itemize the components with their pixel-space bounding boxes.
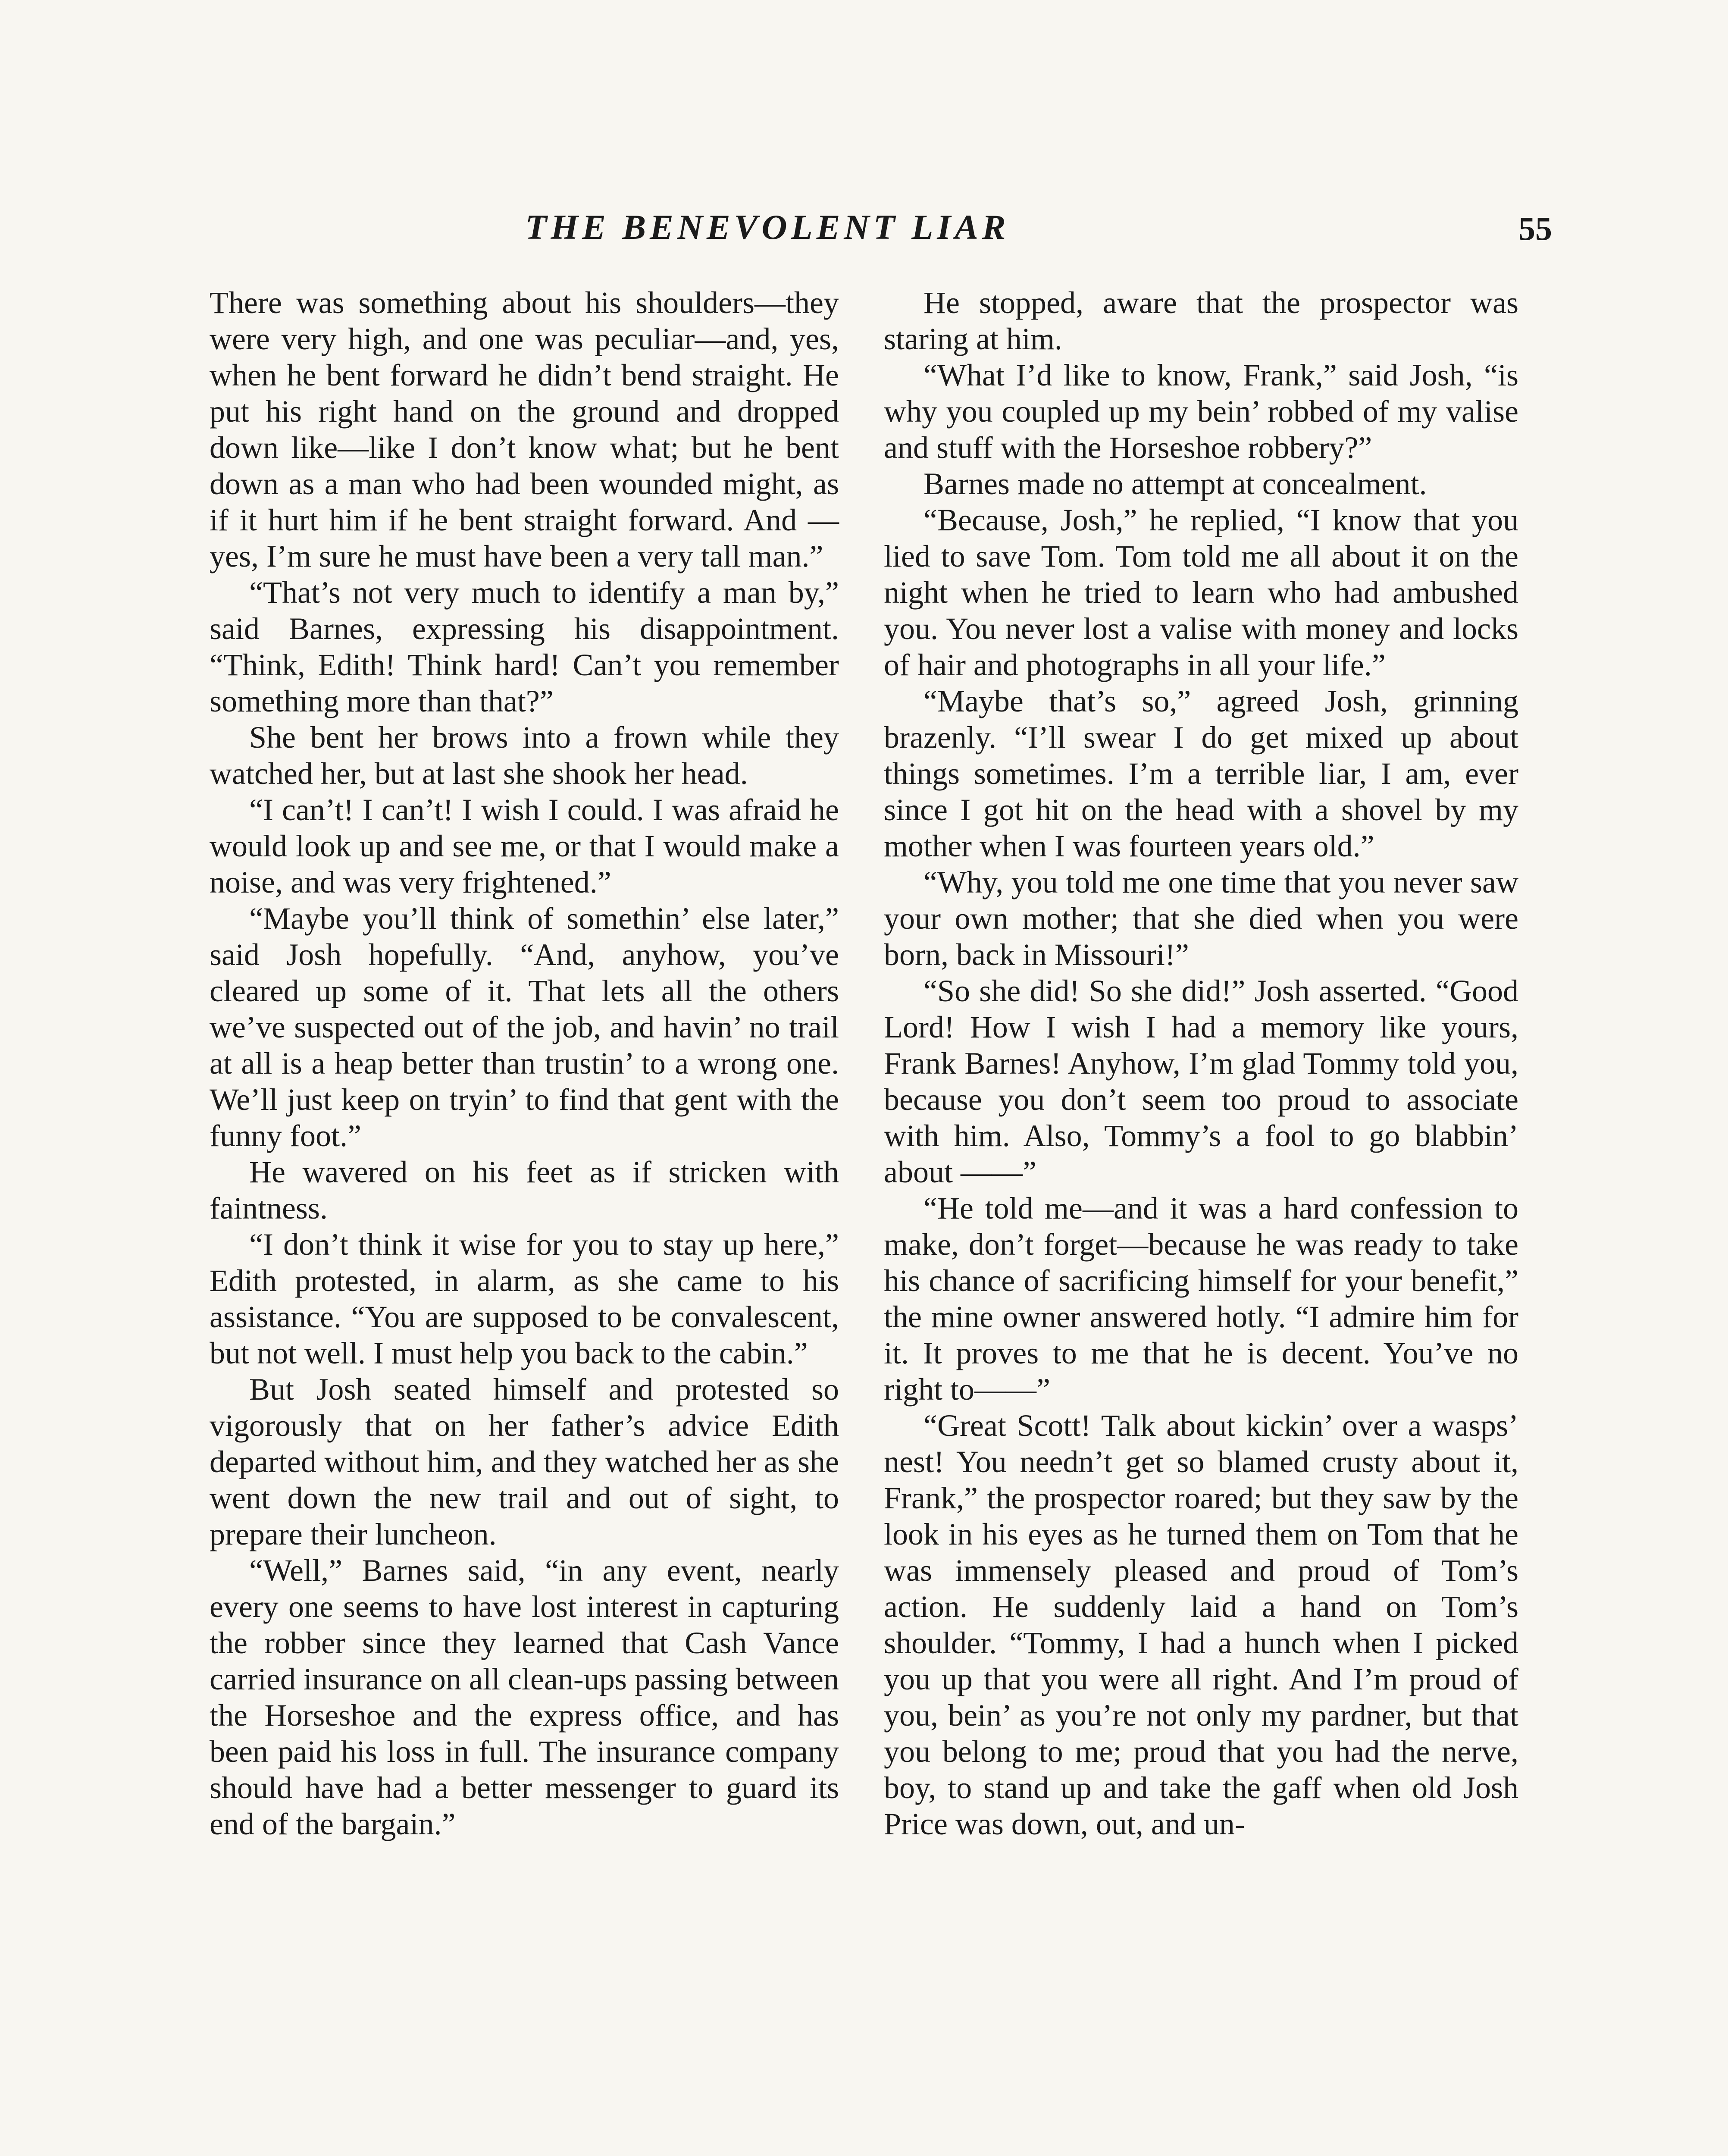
paragraph: He stopped, aware that the prospector was staring at him. (884, 285, 1518, 356)
paragraph: She bent her brows into a frown while they watched her, but at last she shook her head. (210, 720, 839, 791)
paragraph: “What I’d like to know, Frank,” said Josh, “is why you coupled up my bein’ robbed of my valise and stuff with the Horseshoe robbery?” (884, 358, 1518, 465)
paragraph: There was something about his shoulders—they were very high, and one was peculiar—and, yes, when he bent forward he didn’t bend straight. He put his right hand on the ground and dropped down like—like I don’t know what; but he bent down as a man who had been wounded might, as if it hurt him if he bent straight forward. And —yes, I’m sure he must have been a very tall man.” (210, 285, 839, 573)
paragraph: “Great Scott! Talk about kickin’ over a wasps’ nest! You needn’t get so blamed crusty about it, Frank,” the prospector roared; but they saw by the look in his eyes as he turned them on Tom that he was immensely pleased and proud of Tom’s action. He suddenly laid a hand on Tom’s shoulder. “Tommy, I had a hunch when I picked you up that you were all right. And I’m proud of you, bein’ as you’re not only my pardner, but that you belong to me; proud that you had the nerve, boy, to stand up and take the gaff when old Josh Price was down, out, and un- (884, 1408, 1518, 1841)
paragraph: “That’s not very much to identify a man by,” said Barnes, expressing his disappointment. “Think, Edith! Think hard! Can’t you remember something more than that?” (210, 575, 839, 718)
running-title: THE BENEVOLENT LIAR (525, 207, 1010, 247)
left-column (210, 285, 839, 1842)
paragraph: “He told me—and it was a hard confession to make, don’t forget—because he was ready to take his chance of sacrificing himself for your benefit,” the mine owner answered hotly. “I admire him for it. It proves to me that he is decent. You’ve no right to——” (884, 1191, 1518, 1407)
paragraph: “I don’t think it wise for you to stay up here,” Edith protested, in alarm, as she came to his assistance. “You are supposed to be convalescent, but not well. I must help you back to the cabin.” (210, 1227, 839, 1370)
paragraph: “Because, Josh,” he replied, “I know that you lied to save Tom. Tom told me all about it on the night when he tried to learn who had ambushed you. You never lost a valise with money and locks of hair and photographs in all your life.” (884, 503, 1518, 682)
paragraph: But Josh seated himself and protested so vigorously that on her father’s advice Edith departed without him, and they watched her as she went down the new trail and out of sight, to prepare their luncheon. (210, 1372, 839, 1551)
paragraph: “So she did! So she did!” Josh asserted. “Good Lord! How I wish I had a memory like yours, Frank Barnes! Anyhow, I’m glad Tommy told you, because you don’t seem too proud to associate with him. Also, Tommy’s a fool to go blabbin’ about ——” (884, 974, 1518, 1189)
right-column (884, 285, 1518, 1842)
paragraph: “Maybe that’s so,” agreed Josh, grinning brazenly. “I’ll swear I do get mixed up about things sometimes. I’m a terrible liar, I am, ever since I got hit on the head with a shovel by my mother when I was fourteen years old.” (884, 684, 1518, 863)
paragraph: “I can’t! I can’t! I wish I could. I was afraid he would look up and see me, or that I would make a noise, and was very frightened.” (210, 793, 839, 899)
paragraph: Barnes made no attempt at concealment. (923, 467, 1427, 501)
paragraph: He wavered on his feet as if stricken with faintness. (210, 1155, 839, 1225)
paragraph: “Why, you told me one time that you never saw your own mother; that she died when you were born, back in Missouri!” (884, 865, 1518, 972)
paragraph: “Maybe you’ll think of somethin’ else later,” said Josh hopefully. “And, anyhow, you’ve cleared up some of it. That lets all the others we’ve suspected out of the job, and havin’ no trail at all is a heap better than trustin’ to a wrong one. We’ll just keep on tryin’ to find that gent with the funny foot.” (210, 901, 839, 1153)
page-number: 55 (1518, 210, 1552, 247)
paragraph: “Well,” Barnes said, “in any event, nearly every one seems to have lost interest in capturing the robber since they learned that Cash Vance carried insurance on all clean-ups passing between the Horseshoe and the express office, and has been paid his loss in full. The insurance company should have had a better messenger to guard its end of the bargain.” (210, 1553, 839, 1841)
